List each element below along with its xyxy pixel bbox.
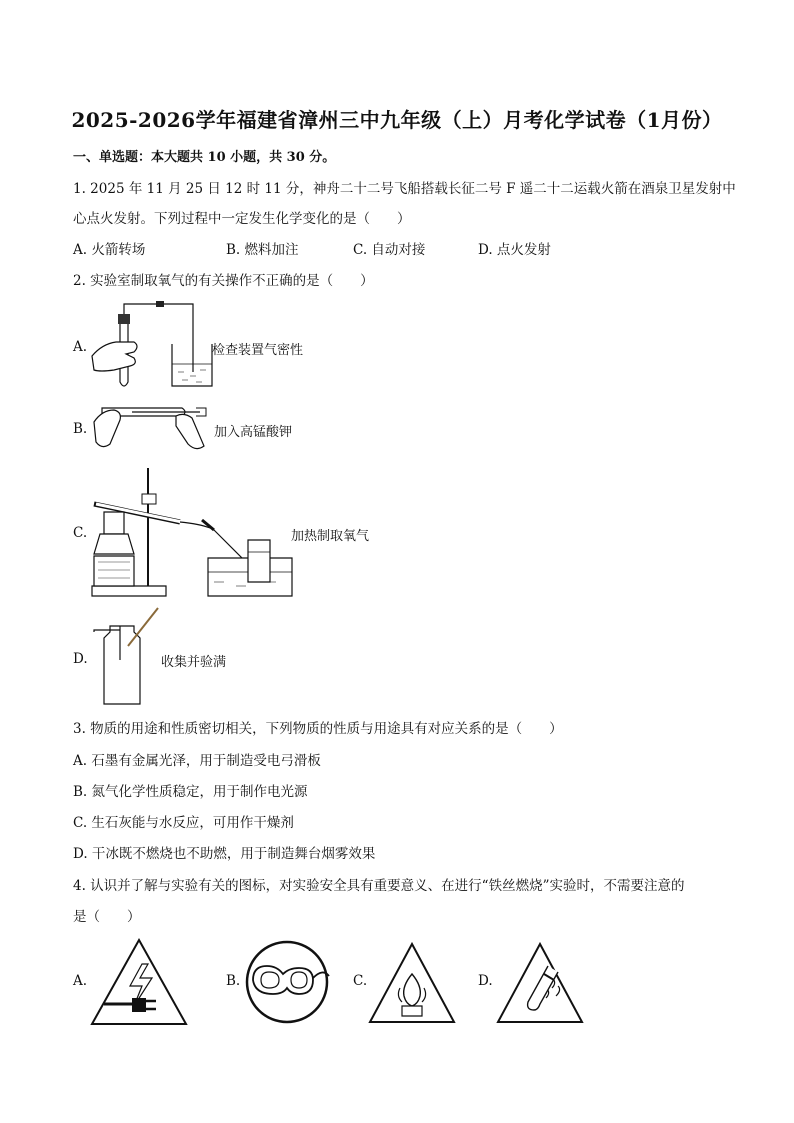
q3-stem: 3. 物质的用途和性质密切相关，下列物质的性质与用途具有对应关系的是（ ） [73, 721, 563, 737]
q2-option-b-letter[interactable]: B. [73, 421, 88, 437]
q1-option-a[interactable]: A. 火箭转场 [73, 242, 146, 258]
q3-option-c[interactable]: C. 生石灰能与水反应，可用作干燥剂 [73, 815, 294, 831]
q4-option-b-letter[interactable]: B. [226, 973, 241, 989]
q2-option-a-letter[interactable]: A. [73, 339, 88, 355]
q2-option-b-caption: 加入高锰酸钾 [214, 425, 293, 440]
q3-option-a[interactable]: A. 石墨有金属光泽，用于制造受电弓滑板 [73, 753, 321, 769]
q1-option-d[interactable]: D. 点火发射 [478, 242, 551, 258]
electric-hazard-icon [88, 936, 190, 1028]
q4-option-a-letter[interactable]: A. [73, 973, 88, 989]
q2-option-c-letter[interactable]: C. [73, 525, 88, 541]
airtightness-check-illustration [88, 298, 218, 392]
add-permanganate-illustration [92, 398, 216, 454]
heating-oxygen-apparatus-illustration [90, 464, 306, 602]
q4-stem-line1: 4. 认识并了解与实验有关的图标，对实验安全具有重要意义、在进行“铁丝燃烧”实验时，不需要注意的 [73, 878, 685, 894]
q4-stem-line2: 是（ ） [73, 909, 141, 925]
q1-stem-line1: 1. 2025 年 11 月 25 日 12 时 11 分，神舟二十二号飞船搭载长征二号 F 遥二十二运载火箭在酒泉卫星发射中 [73, 181, 736, 197]
q2-stem: 2. 实验室制取氧气的有关操作不正确的是（ ） [73, 273, 374, 289]
open-flame-icon [366, 940, 458, 1026]
hot-surface-icon [494, 940, 586, 1026]
q1-option-b[interactable]: B. 燃料加注 [226, 242, 299, 258]
q2-option-a-caption: 检查装置气密性 [212, 343, 304, 358]
safety-goggles-icon [243, 938, 335, 1026]
section-heading: 一、单选题：本大题共 10 小题，共 30 分。 [73, 150, 336, 165]
q2-option-c-caption: 加热制取氧气 [291, 529, 370, 544]
q1-stem-line2: 心点火发射。下列过程中一定发生化学变化的是（ ） [73, 211, 411, 227]
q2-option-d-letter[interactable]: D. [73, 651, 88, 667]
page-title: 2025-2026学年福建省漳州三中九年级（上）月考化学试卷（1月份） [71, 108, 723, 132]
q3-option-b[interactable]: B. 氮气化学性质稳定，用于制作电光源 [73, 784, 308, 800]
q2-option-d-caption: 收集并验满 [161, 655, 227, 670]
q4-option-c-letter[interactable]: C. [353, 973, 368, 989]
gas-collection-bottle-illustration [90, 606, 162, 708]
q4-option-d-letter[interactable]: D. [478, 973, 493, 989]
q3-option-d[interactable]: D. 干冰既不燃烧也不助燃，用于制造舞台烟雾效果 [73, 846, 376, 862]
q1-option-c[interactable]: C. 自动对接 [353, 242, 426, 258]
